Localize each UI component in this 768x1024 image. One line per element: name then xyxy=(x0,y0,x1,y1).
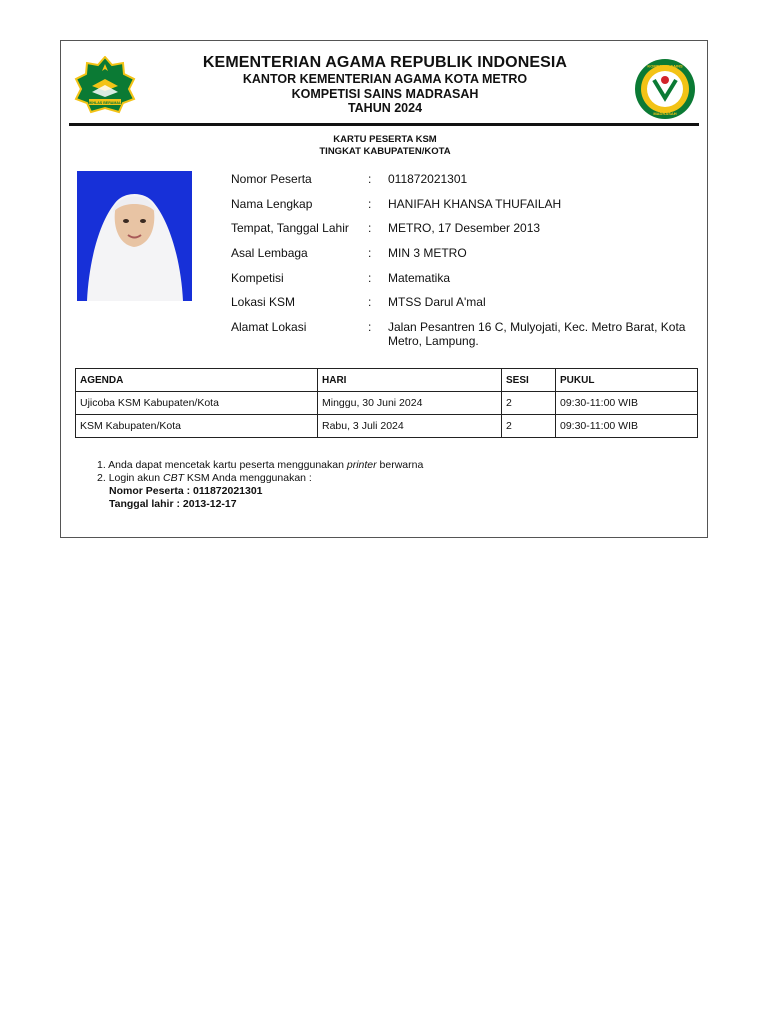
info-colon: : xyxy=(368,172,372,186)
info-label: Tempat, Tanggal Lahir xyxy=(231,221,349,236)
info-label: Nomor Peserta xyxy=(231,172,312,186)
info-value: MIN 3 METRO xyxy=(388,246,467,261)
note-number: 2. xyxy=(97,472,106,484)
svg-text:IKHLAS BERAMAL: IKHLAS BERAMAL xyxy=(88,100,122,105)
info-colon: : xyxy=(368,295,372,310)
note-emphasis: CBT xyxy=(163,472,184,484)
info-colon: : xyxy=(368,221,372,236)
note-text: Login akun xyxy=(108,472,161,484)
info-label: Kompetisi xyxy=(231,270,284,285)
notes xyxy=(97,459,657,511)
info-value: 011872021301 xyxy=(388,172,468,186)
info-label: Nama Lengkap xyxy=(231,196,313,211)
competition-name: KOMPETISI SAINS MADRASAH xyxy=(291,86,479,101)
table-cell: 2 xyxy=(502,415,556,438)
login-id: Nomor Peserta : 011872021301 xyxy=(109,485,263,497)
header xyxy=(61,53,709,116)
info-colon: : xyxy=(368,246,372,261)
table-cell: Ujicoba KSM Kabupaten/Kota xyxy=(76,392,318,415)
table-cell: 09:30-11:00 WIB xyxy=(556,392,698,415)
card-title-block xyxy=(61,134,709,158)
info-row xyxy=(231,197,701,222)
header-divider xyxy=(69,123,699,126)
svg-text:KOMPETISI SAINS: KOMPETISI SAINS xyxy=(647,63,683,69)
login-dob: Tanggal lahir : 2013-12-17 xyxy=(109,498,237,510)
svg-text:MADRASAH: MADRASAH xyxy=(653,111,677,116)
table-cell: KSM Kabupaten/Kota xyxy=(76,415,318,438)
info-value: Jalan Pesantren 16 C, Mulyojati, Kec. Metro Barat, Kota Metro, Lampung. xyxy=(388,320,686,349)
info-colon: : xyxy=(368,196,372,211)
note-emphasis: printer xyxy=(346,459,377,471)
info-row xyxy=(231,271,701,296)
info-row xyxy=(231,295,701,320)
table-row xyxy=(76,392,698,415)
card-title: KARTU PESERTA KSM xyxy=(333,134,437,145)
info-value: HANIFAH KHANSA THUFAILAH xyxy=(388,196,562,211)
participant-photo xyxy=(77,171,192,301)
table-row xyxy=(76,415,698,438)
participant-card xyxy=(60,40,708,538)
info-label: Alamat Lokasi xyxy=(231,320,307,335)
column-header: HARI xyxy=(318,369,502,392)
schedule-table xyxy=(75,368,698,438)
competition-year: TAHUN 2024 xyxy=(347,101,423,115)
info-label: Asal Lembaga xyxy=(231,246,308,261)
participant-info xyxy=(231,172,701,350)
note-text: KSM Anda menggunakan : xyxy=(186,472,312,484)
portrait-image xyxy=(77,171,192,301)
info-value: Matematika xyxy=(388,270,451,285)
info-row xyxy=(231,320,701,350)
column-header: AGENDA xyxy=(76,369,318,392)
info-value: MTSS Darul A'mal xyxy=(388,295,486,310)
table-cell: Minggu, 30 Juni 2024 xyxy=(318,392,502,415)
column-header: PUKUL xyxy=(556,369,698,392)
note-text: Anda dapat mencetak kartu peserta menggunakan xyxy=(108,459,344,471)
info-row xyxy=(231,172,701,197)
info-row xyxy=(231,246,701,271)
note-number: 1. xyxy=(97,459,106,471)
info-colon: : xyxy=(368,270,372,285)
office-name: KANTOR KEMENTERIAN AGAMA KOTA METRO xyxy=(242,72,528,86)
ministry-title: KEMENTERIAN AGAMA REPUBLIK INDONESIA xyxy=(202,54,568,71)
note-item xyxy=(97,459,657,472)
note-item xyxy=(97,472,657,485)
table-cell: Rabu, 3 Juli 2024 xyxy=(318,415,502,438)
info-row xyxy=(231,221,701,246)
table-header-row xyxy=(76,369,698,392)
card-level: TINGKAT KABUPATEN/KOTA xyxy=(319,146,451,157)
info-colon: : xyxy=(368,320,372,335)
note-text: berwarna xyxy=(379,459,424,471)
table-cell: 2 xyxy=(502,392,556,415)
table-cell: 09:30-11:00 WIB xyxy=(556,415,698,438)
info-value: METRO, 17 Desember 2013 xyxy=(388,221,541,236)
column-header: SESI xyxy=(502,369,556,392)
info-label: Lokasi KSM xyxy=(231,295,296,310)
